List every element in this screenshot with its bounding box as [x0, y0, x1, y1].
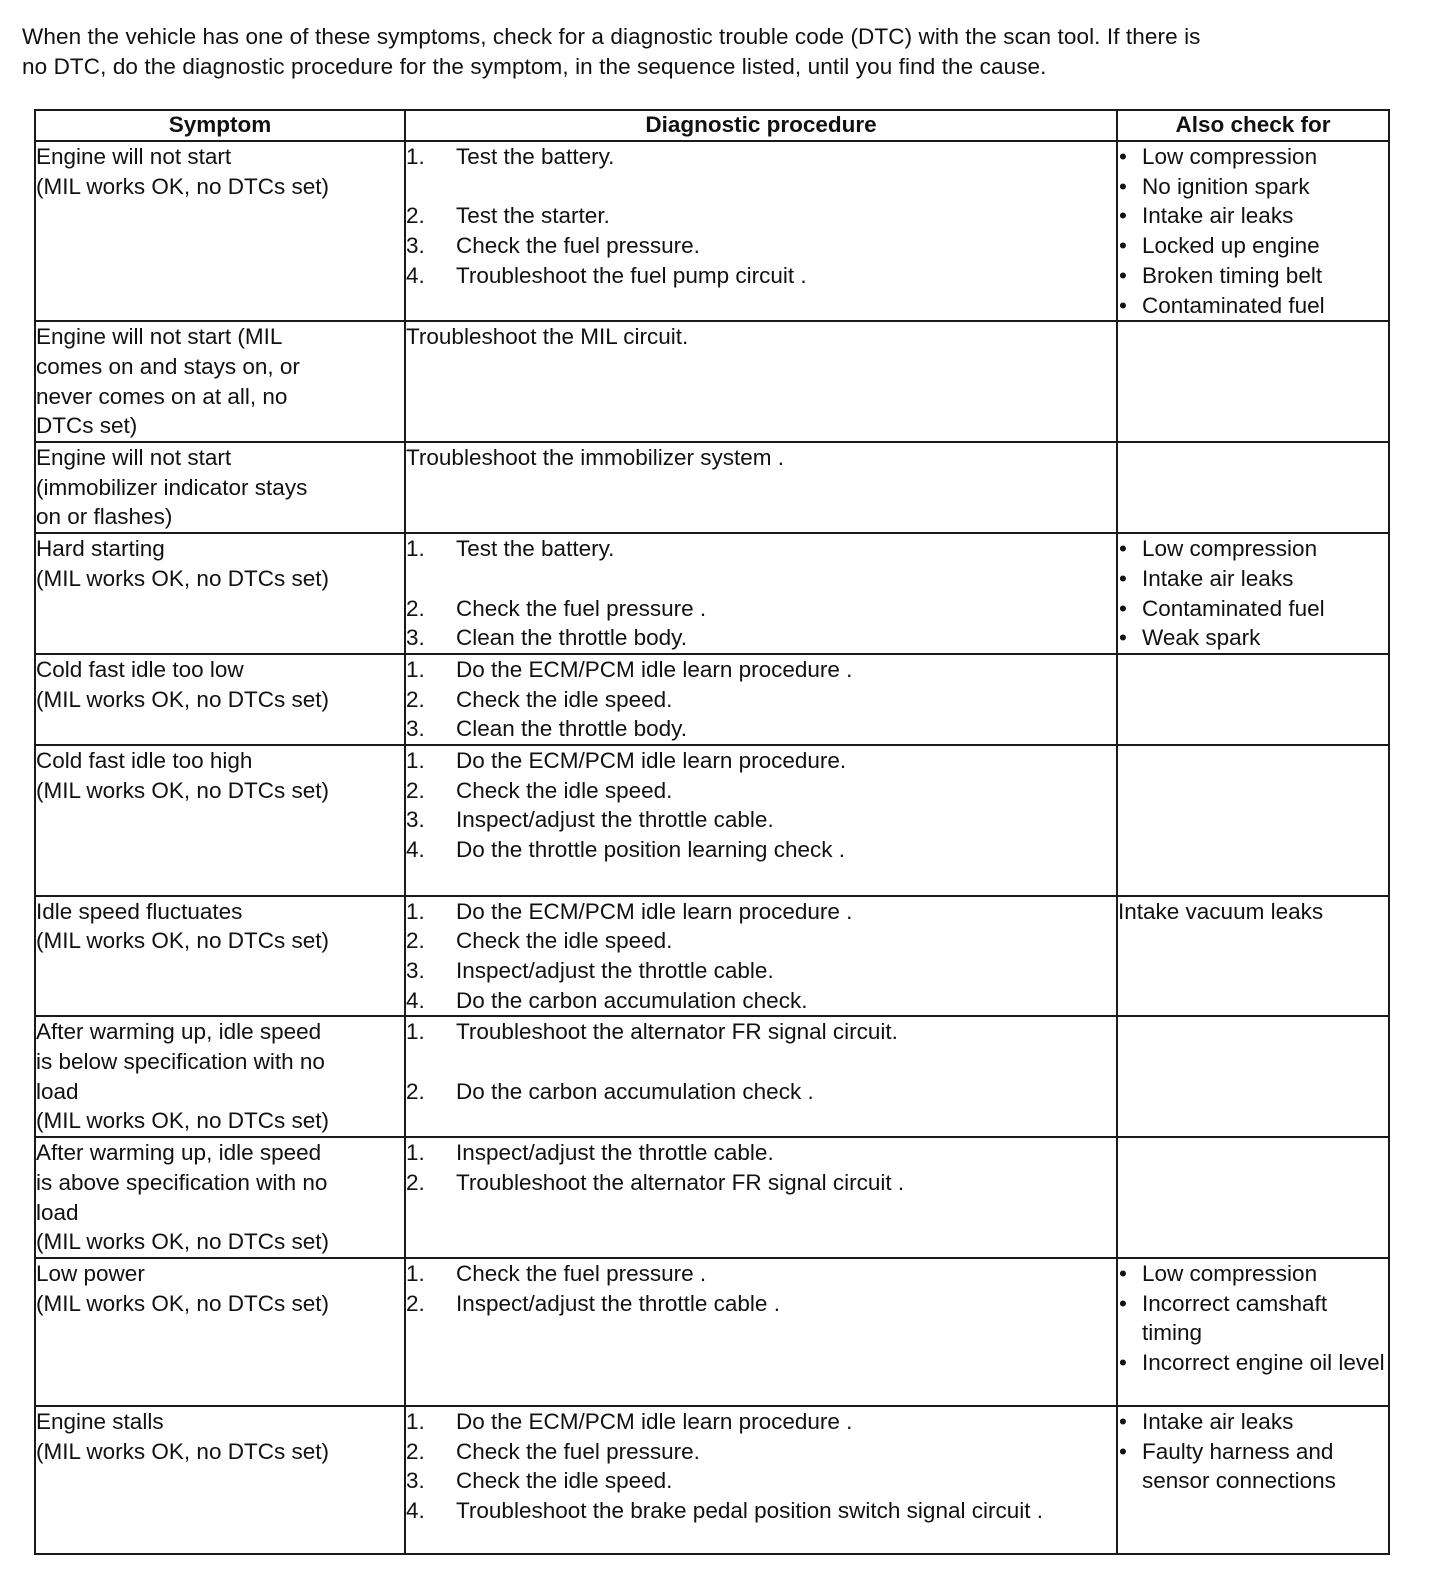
symptom-line: (MIL works OK, no DTCs set): [36, 928, 329, 954]
table-row: [35, 141, 1389, 321]
step-number: 4.: [406, 987, 425, 1013]
symptom-line: load: [36, 1199, 79, 1225]
step-text: Check the idle speed.: [456, 777, 673, 803]
symptom-line: Low power: [36, 1261, 145, 1286]
procedure-step: [406, 835, 1116, 865]
procedure-step: [406, 261, 1116, 291]
also-check-cell: [1117, 442, 1389, 533]
step-text: Do the throttle position learning check .: [456, 837, 845, 863]
procedure-cell: [405, 1137, 1117, 1258]
step-text: Check the fuel pressure .: [456, 1261, 707, 1286]
step-number: 1.: [406, 1409, 425, 1434]
also-check-cell: [1117, 1137, 1389, 1258]
procedure-cell: [405, 1406, 1117, 1554]
symptom-cell: [35, 141, 405, 321]
intro-paragraph: [22, 22, 1422, 82]
procedure-step: [406, 655, 1116, 685]
step-text: Test the battery.: [456, 536, 615, 562]
symptom-cell: [35, 321, 405, 442]
symptom-line: (MIL works OK, no DTCs set): [36, 686, 329, 712]
procedure-cell: [405, 1016, 1117, 1137]
procedure-step: [406, 1496, 1116, 1526]
procedure-text: Troubleshoot the MIL circuit.: [406, 324, 689, 350]
step-number: 2.: [406, 777, 425, 803]
step-number: 2.: [406, 1169, 425, 1195]
step-number: 1.: [406, 536, 425, 562]
also-check-item: • Locked up engine: [1118, 231, 1388, 261]
step-text: Check the idle speed.: [456, 686, 673, 712]
symptom-line: (MIL works OK, no DTCs set): [36, 1229, 329, 1255]
also-check-item: • Low compression: [1118, 142, 1388, 172]
step-text: Test the starter.: [456, 203, 610, 229]
procedure-step: [406, 142, 1116, 172]
procedure-step: [406, 1437, 1116, 1467]
also-check-list: [1118, 142, 1388, 320]
symptom-line: After warming up, idle speed: [36, 1140, 322, 1166]
table-row: [35, 654, 1389, 745]
step-text: Inspect/adjust the throttle cable .: [456, 1290, 780, 1316]
step-number: 4.: [406, 837, 425, 863]
symptom-line: Engine will not start (MIL: [36, 324, 283, 350]
symptom-cell: [35, 1406, 405, 1554]
step-number: 1.: [406, 1261, 425, 1286]
procedure-cell: [405, 533, 1117, 654]
step-text: Inspect/adjust the throttle cable.: [456, 957, 774, 983]
also-check-item: • Contaminated fuel: [1118, 291, 1388, 321]
step-number: 1.: [406, 656, 425, 682]
step-text: Do the ECM/PCM idle learn procedure .: [456, 656, 853, 682]
step-number: 1.: [406, 1140, 425, 1166]
step-spacer: [406, 564, 1116, 594]
symptom-cell: [35, 745, 405, 896]
also-check-item: • Intake air leaks: [1118, 1407, 1388, 1437]
procedure-step: [406, 805, 1116, 835]
step-text: Check the idle speed.: [456, 1468, 673, 1494]
table-header-row: [35, 110, 1389, 141]
procedure-step: [406, 1168, 1116, 1198]
symptom-cell: [35, 896, 405, 1017]
step-spacer: [406, 1047, 1116, 1077]
step-number: 3.: [406, 1468, 425, 1494]
also-check-item: • Faulty harness and sensor connections: [1118, 1437, 1388, 1496]
procedure-cell: [405, 896, 1117, 1017]
symptom-line: Engine will not start: [36, 445, 232, 471]
also-check-list: [1118, 1259, 1388, 1378]
step-number: 2.: [406, 1438, 425, 1464]
procedure-step: [406, 926, 1116, 956]
also-check-cell: [1117, 896, 1389, 1017]
header-also-check-for: Also check for: [1117, 110, 1389, 141]
symptom-line: Hard starting: [36, 536, 165, 562]
also-check-item: • Low compression: [1118, 1259, 1388, 1289]
step-text: Do the ECM/PCM idle learn procedure .: [456, 1409, 853, 1434]
also-check-item: • Low compression: [1118, 534, 1388, 564]
table-row: [35, 1137, 1389, 1258]
table-row: [35, 1258, 1389, 1406]
symptom-line: is above specification with no: [36, 1169, 328, 1195]
symptom-line: load: [36, 1078, 79, 1104]
header-diagnostic-procedure: Diagnostic procedure: [405, 110, 1117, 141]
procedure-cell: [405, 442, 1117, 533]
step-number: 3.: [406, 957, 425, 983]
also-check-item: • Broken timing belt: [1118, 261, 1388, 291]
step-text: Check the idle speed.: [456, 928, 673, 954]
step-number: 3.: [406, 233, 425, 259]
also-check-item: • Contaminated fuel: [1118, 594, 1388, 624]
step-text: Do the ECM/PCM idle learn procedure.: [456, 748, 847, 774]
procedure-step: [406, 1407, 1116, 1437]
also-check-cell: [1117, 321, 1389, 442]
symptom-line: Cold fast idle too high: [36, 748, 253, 774]
procedure-step: [406, 534, 1116, 564]
also-check-list: [1118, 534, 1388, 653]
step-text: Test the battery.: [456, 144, 615, 169]
procedure-step: [406, 1259, 1116, 1289]
symptom-line: (MIL works OK, no DTCs set): [36, 1438, 329, 1464]
table-row: [35, 533, 1389, 654]
symptom-line: (immobilizer indicator stays: [36, 474, 308, 500]
table-row: [35, 745, 1389, 896]
step-text: Clean the throttle body.: [456, 625, 687, 651]
step-number: 1.: [406, 1019, 425, 1045]
also-check-item: • Intake air leaks: [1118, 201, 1388, 231]
table-row: [35, 442, 1389, 533]
symptom-cell: [35, 1258, 405, 1406]
step-number: 3.: [406, 807, 425, 833]
step-number: 1.: [406, 144, 425, 169]
step-number: 1.: [406, 898, 425, 924]
also-check-item: • Weak spark: [1118, 623, 1388, 653]
procedure-step: [406, 1077, 1116, 1107]
symptom-line: comes on and stays on, or: [36, 353, 300, 379]
step-number: 2.: [406, 203, 425, 229]
also-check-item: • Incorrect engine oil level: [1118, 1348, 1388, 1378]
step-number: 3.: [406, 625, 425, 651]
intro-line-2: no DTC, do the diagnostic procedure for the symptom, in the sequence listed, until you find the cause.: [22, 54, 1047, 79]
symptom-line: is below specification with no: [36, 1049, 325, 1075]
procedure-cell: [405, 1258, 1117, 1406]
symptom-line: Idle speed fluctuates: [36, 898, 243, 924]
symptom-line: After warming up, idle speed: [36, 1019, 322, 1045]
also-check-cell: [1117, 141, 1389, 321]
table-row: [35, 1016, 1389, 1137]
procedure-step: [406, 1466, 1116, 1496]
also-check-cell: [1117, 1406, 1389, 1554]
step-spacer: [406, 172, 1116, 202]
procedure-step: [406, 1289, 1116, 1319]
procedure-cell: [405, 321, 1117, 442]
intro-line-1: When the vehicle has one of these symptoms, check for a diagnostic trouble code (DTC) with the scan tool. If there is: [22, 24, 1201, 49]
step-text: Clean the throttle body.: [456, 716, 687, 742]
symptom-cell: [35, 533, 405, 654]
table-row: [35, 896, 1389, 1017]
also-check-item: • Incorrect camshaft timing: [1118, 1289, 1388, 1348]
step-text: Do the ECM/PCM idle learn procedure .: [456, 898, 853, 924]
header-symptom: Symptom: [35, 110, 405, 141]
procedure-step: [406, 201, 1116, 231]
step-text: Troubleshoot the alternator FR signal circuit .: [456, 1169, 905, 1195]
procedure-step: [406, 594, 1116, 624]
table-row: [35, 1406, 1389, 1554]
step-text: Check the fuel pressure.: [456, 1438, 700, 1464]
also-check-cell: [1117, 1016, 1389, 1137]
procedure-step: [406, 956, 1116, 986]
symptom-line: (MIL works OK, no DTCs set): [36, 1290, 329, 1316]
symptom-line: on or flashes): [36, 504, 173, 530]
also-check-cell: [1117, 533, 1389, 654]
also-check-cell: [1117, 1258, 1389, 1406]
step-number: 2.: [406, 928, 425, 954]
also-check-list: [1118, 1407, 1388, 1496]
also-check-item: • Intake air leaks: [1118, 564, 1388, 594]
procedure-cell: [405, 745, 1117, 896]
table-row: [35, 321, 1389, 442]
procedure-step: [406, 1017, 1116, 1047]
step-text: Inspect/adjust the throttle cable.: [456, 1140, 774, 1166]
procedure-step: [406, 623, 1116, 653]
procedure-step: [406, 1138, 1116, 1168]
step-number: 2.: [406, 595, 425, 621]
step-number: 2.: [406, 686, 425, 712]
symptom-cell: [35, 1016, 405, 1137]
symptom-troubleshooting-table: [34, 109, 1390, 1555]
also-check-text: Intake vacuum leaks: [1118, 898, 1324, 924]
step-spacer: [406, 865, 1116, 895]
step-number: 4.: [406, 262, 425, 288]
symptom-cell: [35, 442, 405, 533]
symptom-line: (MIL works OK, no DTCs set): [36, 777, 329, 803]
procedure-cell: [405, 654, 1117, 745]
step-number: 4.: [406, 1498, 425, 1524]
step-number: 2.: [406, 1078, 425, 1104]
step-text: Inspect/adjust the throttle cable.: [456, 807, 774, 833]
procedure-step: [406, 685, 1116, 715]
step-text: Check the fuel pressure .: [456, 595, 707, 621]
symptom-line: Cold fast idle too low: [36, 656, 244, 682]
procedure-step: [406, 897, 1116, 927]
procedure-step: [406, 776, 1116, 806]
step-number: 1.: [406, 748, 425, 774]
procedure-step: [406, 986, 1116, 1016]
also-check-cell: [1117, 745, 1389, 896]
procedure-text: Troubleshoot the immobilizer system .: [406, 445, 785, 471]
procedure-cell: [405, 141, 1117, 321]
symptom-cell: [35, 1137, 405, 1258]
procedure-step: [406, 714, 1116, 744]
symptom-line: (MIL works OK, no DTCs set): [36, 173, 329, 199]
symptom-line: Engine stalls: [36, 1409, 164, 1434]
step-number: 2.: [406, 1290, 425, 1316]
symptom-line: never comes on at all, no: [36, 383, 288, 409]
procedure-step: [406, 231, 1116, 261]
step-text: Do the carbon accumulation check.: [456, 987, 808, 1013]
step-text: Troubleshoot the fuel pump circuit .: [456, 262, 807, 288]
also-check-item: • No ignition spark: [1118, 172, 1388, 202]
symptom-line: DTCs set): [36, 413, 138, 439]
step-text: Troubleshoot the brake pedal position switch signal circuit .: [456, 1498, 1043, 1524]
step-text: Check the fuel pressure.: [456, 233, 700, 259]
table-body: [35, 141, 1389, 1554]
step-text: Troubleshoot the alternator FR signal circuit.: [456, 1019, 898, 1045]
symptom-line: (MIL works OK, no DTCs set): [36, 565, 329, 591]
step-text: Do the carbon accumulation check .: [456, 1078, 814, 1104]
symptom-line: Engine will not start: [36, 144, 232, 169]
also-check-cell: [1117, 654, 1389, 745]
symptom-line: (MIL works OK, no DTCs set): [36, 1108, 329, 1134]
procedure-step: [406, 746, 1116, 776]
symptom-cell: [35, 654, 405, 745]
step-number: 3.: [406, 716, 425, 742]
